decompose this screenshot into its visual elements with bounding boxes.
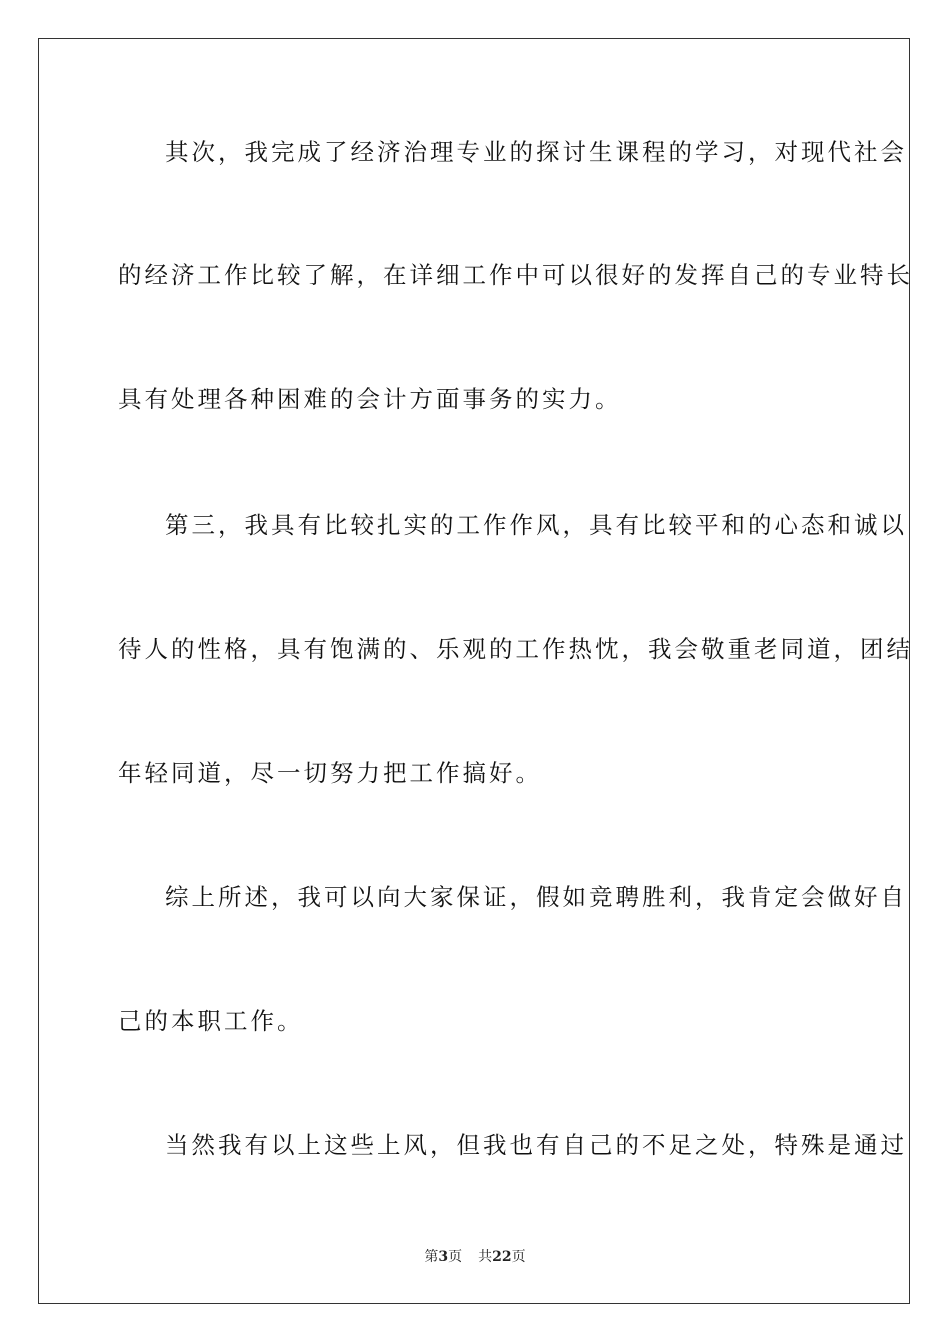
paragraph-line: 己的本职工作。 (118, 1007, 304, 1035)
total-suffix: 页 (511, 1249, 526, 1265)
paragraph-line: 的经济工作比较了解，在详细工作中可以很好的发挥自己的专业特长 (118, 261, 913, 289)
paragraph-line: 年轻同道，尽一切努力把工作搞好。 (118, 759, 542, 787)
page-border (38, 38, 910, 1304)
paragraph-line: 当然我有以上这些上风，但我也有自己的不足之处，特殊是通过 (165, 1131, 907, 1159)
page-number: 3 (438, 1249, 449, 1265)
total-pages: 22 (492, 1249, 512, 1265)
paragraph-line: 待人的性格，具有饱满的、乐观的工作热忱，我会敬重老同道，团结 (118, 635, 913, 663)
total-prefix: 共 (478, 1249, 493, 1265)
page-footer (0, 1246, 950, 1266)
page-prefix: 第 (424, 1249, 439, 1265)
page-suffix: 页 (448, 1249, 463, 1265)
paragraph-line: 具有处理各种困难的会计方面事务的实力。 (118, 385, 622, 413)
paragraph-line: 其次，我完成了经济治理专业的探讨生课程的学习，对现代社会 (165, 138, 907, 166)
paragraph-line: 第三，我具有比较扎实的工作作风，具有比较平和的心态和诚以 (165, 511, 907, 539)
paragraph-line: 综上所述，我可以向大家保证，假如竞聘胜利，我肯定会做好自 (165, 883, 907, 911)
